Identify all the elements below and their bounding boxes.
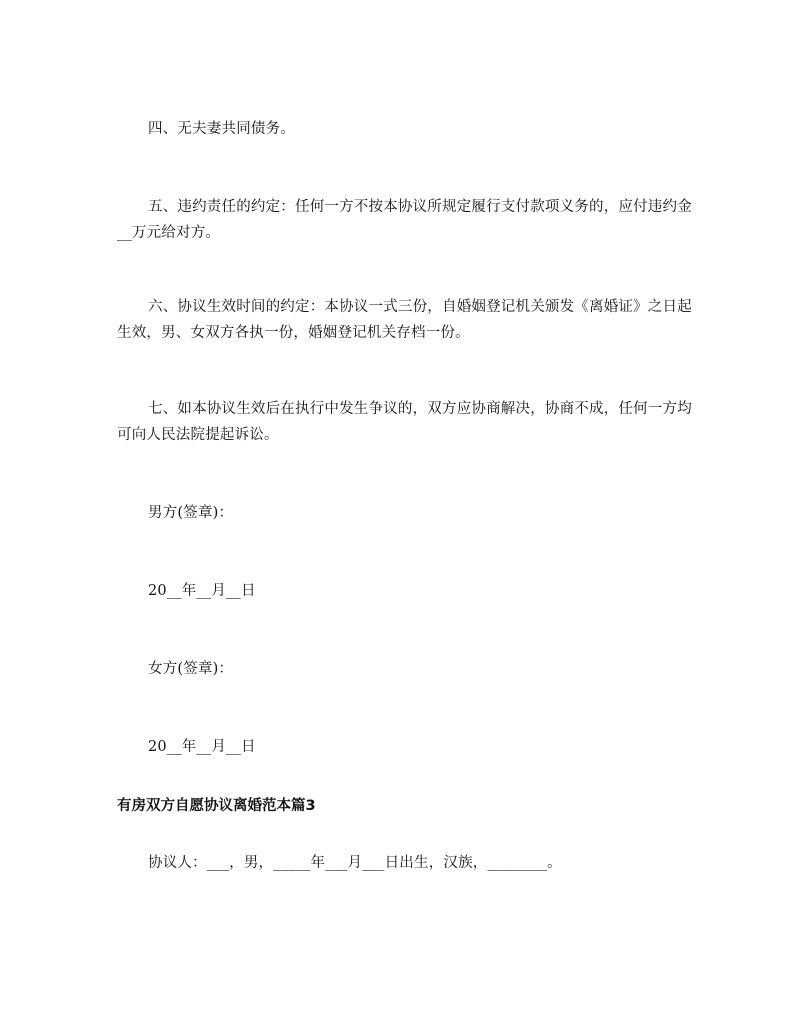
clause-five: 五、违约责任的约定：任何一方不按本协议所规定履行支付款项义务的，应付违约金__万元给对方。 <box>117 199 692 241</box>
female-signature-date: 20__年__月__日 <box>148 739 256 755</box>
clause-four: 四、无夫妻共同债务。 <box>148 121 295 137</box>
female-signature-label: 女方(签章)： <box>148 661 234 677</box>
male-signature-label: 男方(签章)： <box>148 505 234 521</box>
male-signature-date: 20__年__月__日 <box>148 583 256 599</box>
section-heading: 有房双方自愿协议离婚范本篇3 <box>117 798 316 814</box>
clause-seven: 七、如本协议生效后在执行中发生争议的，双方应协商解决，协商不成，任何一方均可向人民法院提起诉讼。 <box>117 401 692 443</box>
party-info-line: 协议人：___，男，_____年___月___日出生，汉族，________。 <box>148 855 562 871</box>
clause-six: 六、协议生效时间的约定：本协议一式三份，自婚姻登记机关颁发《离婚证》之日起生效，男、女双方各执一份，婚姻登记机关存档一份。 <box>117 299 692 341</box>
